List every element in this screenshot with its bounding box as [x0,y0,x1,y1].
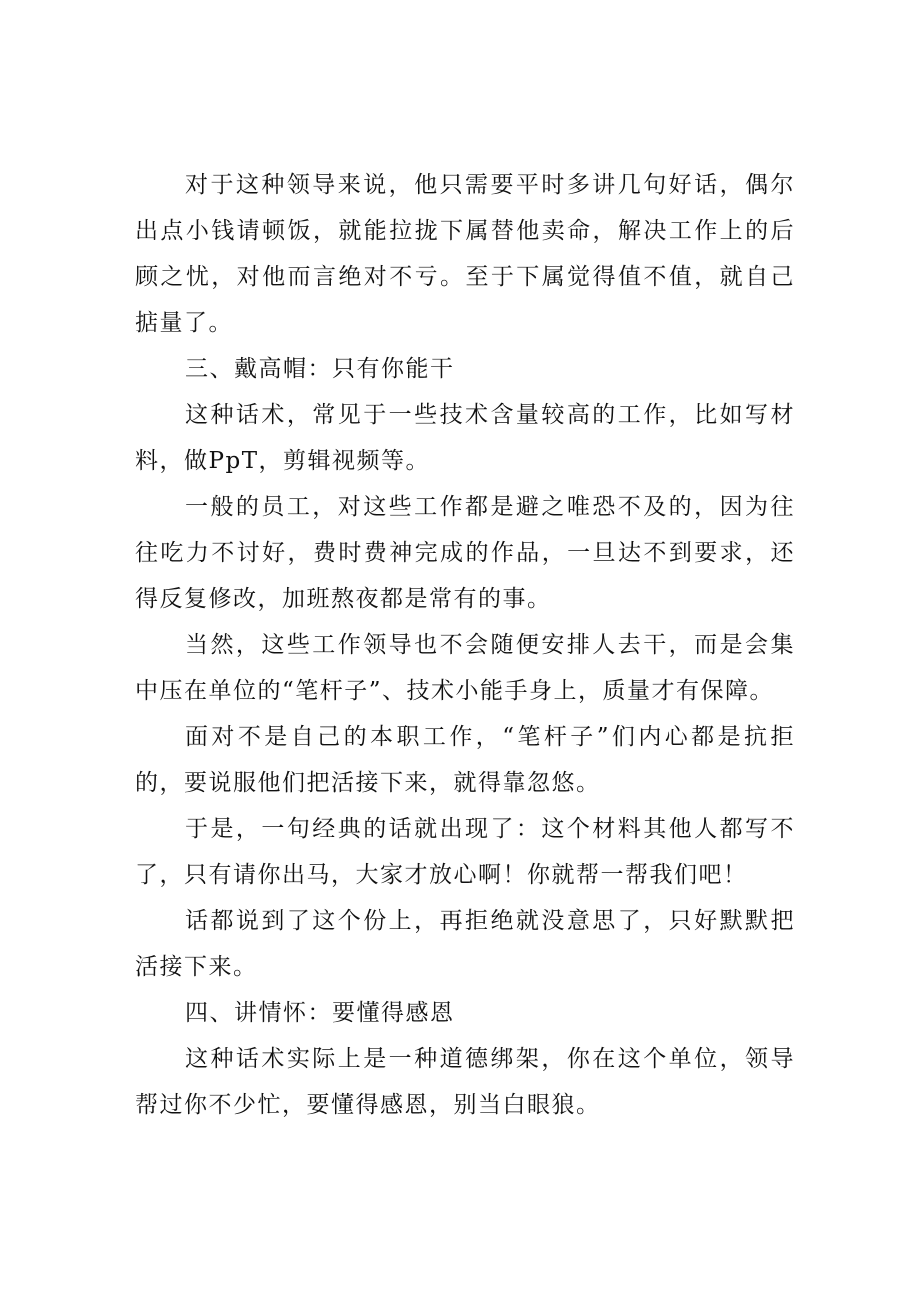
section-heading-3: 三、戴高帽：只有你能干 [185,356,455,382]
paragraph-accept-work: 话都说到了这个份上，再拒绝就没意思了，只好默默把活接下来。 [135,908,795,980]
paragraph-resistance: 面对不是自己的本职工作，“笔杆子”们内心都是抗拒的，要说服他们把活接下来，就得靠忽悠。 [135,724,795,796]
document-body [135,162,795,1128]
paragraph-classic-phrase: 于是，一句经典的话就出现了：这个材料其他人都写不了，只有请你出马，大家才放心啊！你就帮一帮我们吧！ [135,816,795,888]
paragraph-pen-holders: 当然，这些工作领导也不会随便安排人去干，而是会集中压在单位的“笔杆子”、技术小能手身上，质量才有保障。 [135,632,795,704]
paragraph-moral-kidnapping: 这种话术实际上是一种道德绑架，你在这个单位，领导帮过你不少忙，要懂得感恩，别当白眼狼。 [135,1046,795,1118]
section-heading-4: 四、讲情怀：要懂得感恩 [185,1000,455,1026]
paragraph-leader-cost: 对于这种领导来说，他只需要平时多讲几句好话，偶尔出点小钱请顿饭，就能拉拢下属替他卖命，解决工作上的后顾之忧，对他而言绝对不亏。至于下属觉得值不值，就自己掂量了。 [135,172,795,336]
paragraph-technical-work: 这种话术，常见于一些技术含量较高的工作，比如写材料，做PpT，剪辑视频等。 [135,402,795,474]
paragraph-ordinary-staff: 一般的员工，对这些工作都是避之唯恐不及的，因为往往吃力不讨好，费时费神完成的作品，一旦达不到要求，还得反复修改，加班熬夜都是常有的事。 [135,494,795,612]
